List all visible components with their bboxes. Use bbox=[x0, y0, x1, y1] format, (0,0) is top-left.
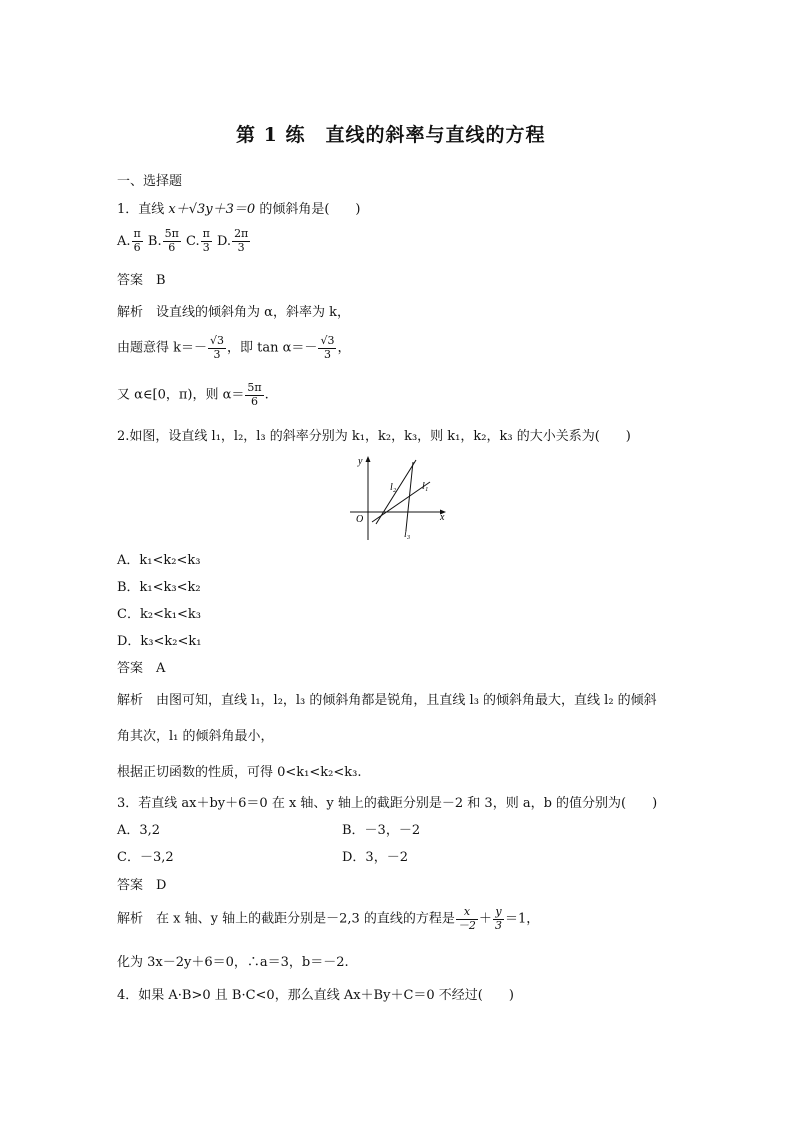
q2-answer: 答案 A bbox=[117, 661, 166, 676]
q1-stem-equation: x＋√3y＋3＝0 bbox=[168, 202, 256, 217]
q1-analysis-line2: 由题意得 k＝－ $\frac{√3}{3}$ ，即 tan α＝－ $\frac{√3}{3}$ ， bbox=[117, 334, 351, 361]
q3-stem: 3．若直线 ax＋by＋6＝0 在 x 轴、y 轴上的截距分别是－2 和 3，则 a，b 的值分别为( ) bbox=[117, 796, 658, 811]
q2-analysis-line1: 解析 由图可知，直线 l₁，l₂，l₃ 的倾斜角都是锐角，且直线 l₃ 的倾斜角最大，直线 l₂ 的倾斜 bbox=[117, 693, 657, 708]
y-label: y bbox=[358, 456, 363, 467]
q1-answer-value: B bbox=[156, 273, 166, 288]
q2-option-a: A．k₁<k₂<k₃ bbox=[117, 553, 201, 568]
q2-stem: 2.如图，设直线 l₁，l₂，l₃ 的斜率分别为 k₁，k₂，k₃，则 k₁，k₂，k₃ 的大小关系为( ) bbox=[117, 429, 631, 444]
x-label: x bbox=[440, 512, 445, 523]
q2-analysis-line3: 根据正切函数的性质，可得 0<k₁<k₂<k₃. bbox=[117, 765, 362, 780]
q1-stem-post: 的倾斜角是( ) bbox=[255, 202, 361, 217]
q2-option-b: B．k₁<k₃<k₂ bbox=[117, 580, 201, 595]
q1-option-a: A. $\frac{\pi}{6}$ bbox=[117, 227, 141, 254]
q1-stem bbox=[117, 203, 360, 216]
q1-option-b: B. $\frac{5\pi}{6}$ bbox=[147, 227, 179, 254]
l2-label: l₂ bbox=[390, 482, 397, 493]
q3-option-c: C．－3,2 bbox=[117, 850, 174, 865]
q2-figure bbox=[338, 452, 458, 544]
q1-stem-pre: 1．直线 bbox=[117, 202, 169, 217]
q1-answer bbox=[117, 274, 166, 287]
section-heading: 一、选择题 bbox=[117, 174, 183, 189]
q1-option-c: C. $\frac{\pi}{3}$ bbox=[185, 227, 210, 254]
line-l3 bbox=[406, 462, 413, 530]
answer-label: 答案 bbox=[117, 273, 144, 288]
q3-option-d: D．3，－2 bbox=[342, 850, 408, 865]
q3-answer: 答案 D bbox=[117, 878, 167, 893]
q2-figure-svg bbox=[338, 452, 458, 544]
q2-answer-value: A bbox=[156, 661, 166, 676]
q3-analysis-line1: 解析 在 x 轴、y 轴上的截距分别是－2,3 的直线的方程是 $\frac{x}{-2}$ ＋ $\frac{y}{3}$ ＝1， bbox=[117, 905, 540, 932]
q3-option-b: B．－3，－2 bbox=[342, 823, 421, 838]
q1-option-d: D. $\frac{2\pi}{3}$ bbox=[216, 227, 249, 254]
q3-analysis-line2: 化为 3x－2y＋6＝0，∴a＝3，b＝－2. bbox=[117, 955, 349, 970]
page-title: 第 1 练 直线的斜率与直线的方程 bbox=[236, 124, 546, 146]
y-axis-arrow bbox=[366, 456, 371, 462]
q3-answer-value: D bbox=[156, 878, 167, 893]
q2-analysis-line2: 角其次，l₁ 的倾斜角最小， bbox=[117, 729, 274, 744]
q2-option-c: C．k₂<k₁<k₃ bbox=[117, 607, 201, 622]
l1-label: l₁ bbox=[422, 481, 429, 492]
q1-analysis-line3: 又 α∈[0，π)，则 α＝ $\frac{5\pi}{6}$ . bbox=[117, 381, 269, 408]
origin-label: O bbox=[356, 514, 364, 525]
q1-analysis-line1: 解析 设直线的倾斜角为 α，斜率为 k， bbox=[117, 305, 350, 320]
q3-option-a: A．3,2 bbox=[117, 823, 161, 838]
l3-label: l₃ bbox=[404, 529, 411, 540]
q1-options bbox=[117, 228, 251, 254]
q4-stem: 4．如果 A·B>0 且 B·C<0，那么直线 Ax＋By＋C＝0 不经过( ) bbox=[117, 988, 514, 1003]
analysis-label: 解析 bbox=[117, 305, 144, 320]
q2-option-d: D．k₃<k₂<k₁ bbox=[117, 634, 202, 649]
